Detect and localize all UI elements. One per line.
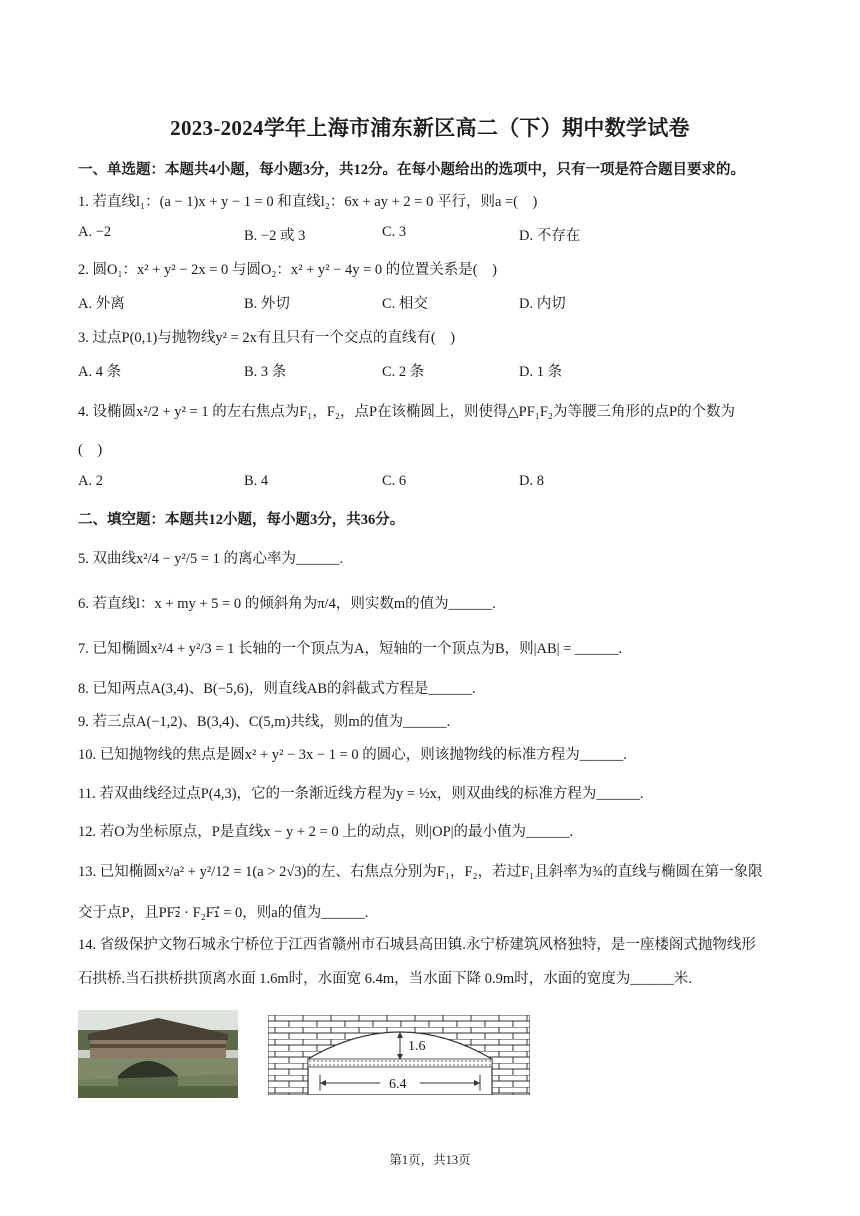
bridge-photo-image: [78, 1010, 238, 1098]
question-3: 3. 过点P(0,1)与抛物线y² = 2x有且只有一个交点的直线有( ): [78, 330, 456, 346]
section-1-heading: 一、单选题：本题共4小题，每小题3分，共12分。在每小题给出的选项中，只有一项是符合题目要求的。: [78, 162, 745, 178]
option-d: D. 1 条: [519, 364, 563, 380]
option-c: C. 3: [382, 224, 407, 240]
question-10: 10. 已知抛物线的焦点是圆x² + y² − 3x − 1 = 0 的圆心，则该抛物线的标准方程为______.: [78, 747, 627, 763]
arch-bridge-diagram: [268, 1015, 530, 1095]
option-d: D. 内切: [519, 296, 566, 312]
question-13-line-2: 交于点P，且PF₂⃗ · F₂F₁⃗ = 0，则a的值为______.: [78, 905, 369, 921]
question-14-line-2: 石拱桥.当石拱桥拱顶离水面 1.6m时，水面宽 6.4m，当水面下降 0.9m时，水面的宽度为______米.: [78, 971, 692, 987]
question-5: 5. 双曲线x²/4 − y²/5 = 1 的离心率为______.: [78, 551, 344, 567]
question-6: 6. 若直线l：x + my + 5 = 0 的倾斜角为π/4，则实数m的值为______.: [78, 596, 496, 612]
option-a: A. 4 条: [78, 364, 122, 380]
option-c: C. 6: [382, 473, 407, 489]
question-7: 7. 已知椭圆x²/4 + y²/3 = 1 长轴的一个顶点为A，短轴的一个顶点为B，则|AB| = ______.: [78, 641, 623, 657]
height-label: 1.6: [408, 1039, 426, 1054]
question-9: 9. 若三点A(−1,2)、B(3,4)、C(5,m)共线，则m的值为______.: [78, 714, 451, 730]
question-4: 4. 设椭圆x²/2 + y² = 1 的左右焦点为F₁，F₂，点P在该椭圆上，则使得△PF₁F₂为等腰三角形的点P的个数为: [78, 404, 736, 420]
arch-diagram-svg: [268, 1015, 530, 1095]
question-8: 8. 已知两点A(3,4)、B(−5,6)，则直线AB的斜截式方程是______.: [78, 681, 476, 697]
question-11: 11. 若双曲线经过点P(4,3)，它的一条渐近线方程为y = ½x，则双曲线的标准方程为______.: [78, 786, 644, 802]
question-2-options: [78, 292, 798, 312]
option-b: B. 外切: [244, 296, 290, 312]
option-a: A. 2: [78, 473, 103, 489]
page-footer: 第1页，共13页: [389, 1153, 471, 1167]
option-d: D. 不存在: [519, 228, 581, 244]
section-2-heading: 二、填空题：本题共12小题，每小题3分，共36分。: [78, 512, 405, 528]
bridge-photo: [78, 1010, 238, 1098]
option-c: C. 相交: [382, 296, 428, 312]
question-4-options: [78, 473, 798, 493]
option-d: D. 8: [519, 473, 544, 489]
question-1: 1. 若直线l₁：(a − 1)x + y − 1 = 0 和直线l₂：6x + ay + 2 = 0 平行，则a =( ): [78, 194, 538, 210]
option-a: A. −2: [78, 224, 112, 240]
question-3-options: [78, 360, 798, 380]
option-b: B. 4: [244, 473, 269, 489]
question-14-line-1: 14. 省级保护文物石城永宁桥位于江西省赣州市石城县高田镇.永宁桥建筑风格独特，是一座楼阁式抛物线形: [78, 937, 756, 953]
page-title: 2023-2024学年上海市浦东新区高二（下）期中数学试卷: [170, 116, 690, 140]
question-4-continued: ( ): [78, 442, 103, 458]
option-b: B. −2 或 3: [244, 228, 306, 244]
option-a: A. 外离: [78, 296, 125, 312]
question-13-line-1: 13. 已知椭圆x²/a² + y²/12 = 1(a > 2√3)的左、右焦点分别为F₁，F₂，若过F₁且斜率为¾的直线与椭圆在第一象限: [78, 864, 763, 880]
question-2: 2. 圆O₁：x² + y² − 2x = 0 与圆O₂：x² + y² − 4y = 0 的位置关系是( ): [78, 262, 497, 278]
question-12: 12. 若O为坐标原点，P是直线x − y + 2 = 0 上的动点，则|OP|的最小值为______.: [78, 824, 574, 840]
option-b: B. 3 条: [244, 364, 287, 380]
width-label: 6.4: [389, 1077, 407, 1092]
option-c: C. 2 条: [382, 364, 425, 380]
question-1-options: [78, 224, 798, 244]
